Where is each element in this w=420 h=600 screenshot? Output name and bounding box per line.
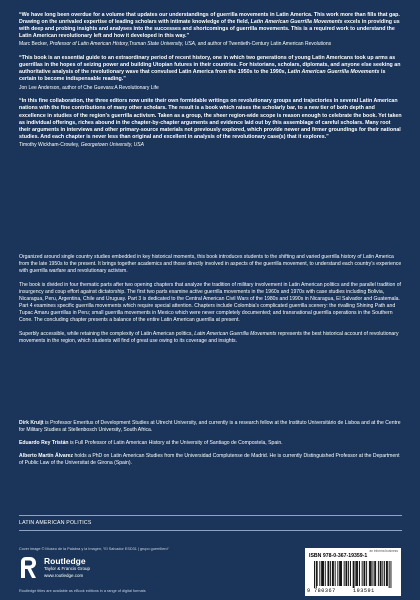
barcode-bar	[384, 561, 385, 586]
barcode-bar	[364, 561, 365, 586]
barcode-bar	[325, 561, 326, 586]
cover-credit: Cover image © Museo de la Palabra y la Imagen, “El Salvador ESD31 | grupo guerrillero”	[19, 547, 169, 551]
routledge-logo-icon	[19, 556, 39, 580]
endorsement-attribution: Timothy Wickham-Crowley, Georgetown University, USA	[19, 141, 144, 148]
barcode-bar	[355, 561, 356, 586]
barcode-bar	[316, 561, 317, 588]
barcode-bar	[374, 561, 375, 586]
barcode-bar	[375, 561, 376, 586]
barcode-bar	[333, 561, 334, 586]
book-description	[19, 254, 402, 351]
barcode-bar	[322, 561, 323, 586]
endorsement-text: “We have long been overdue for a volume that updates our understandings of guerrilla movements in Latin America. This work more than fills that gap. Drawing on the unrivaled expertise of leading scholars with intimate knowledge of the field, Latin American Guerrilla Movements excels in providing us with deep and probing insights and analyses into the successes and shortcomings of guerrilla movements. This is a required work to understand the Latin American revolutionary left and how it developed in this way.”	[19, 12, 400, 40]
barcode-digits	[307, 588, 375, 594]
barcode-bar	[366, 561, 367, 586]
barcode-icon	[309, 561, 397, 588]
barcode-bar	[378, 561, 379, 586]
description-paragraph: Superbly accessible, while retaining the complexity of Latin American politics, Latin American Guerrilla Movements represents the best historical account of revolutionary movements in the region, which students will find of great use owing to its coverage and insights.	[19, 330, 399, 344]
editor-name: Eduardo Rey Tristán	[19, 439, 69, 446]
barcode-bar	[328, 561, 329, 586]
endorsements	[19, 12, 402, 156]
endorsement	[19, 98, 402, 148]
editor-bio: Dirk Kruijt is Professor Emeritus of Development Studies at Utrecht University, and currently is a research fellow at the Instituto Universitário de Lisboa and at the Centre for Military Studies at Stellenbosch University, South Africa.	[19, 420, 401, 433]
barcode-bar	[371, 561, 372, 586]
series-label: LATIN AMERICAN POLITICS	[19, 520, 92, 526]
barcode-bar	[332, 561, 333, 586]
barcode-bar	[319, 561, 320, 586]
barcode-digit-lead: 9	[307, 588, 311, 594]
publisher-text	[44, 556, 90, 579]
barcode-bar	[330, 561, 331, 586]
barcode-box	[305, 548, 401, 596]
endorsement-text: “In this fine collaboration, the three editors now unite their own formidable writings on revolutionary groups and trajectories in several Latin American nations with the fine contributions of many other scholars. The result is a book which raises the scholarly bar, to a new tier of both depth and excellence in studies of the region’s guerrilla activism. Taken as a group, the sheer region-wide scope is reason enough to celebrate the book. Yet taken as individual offerings, riches abound in the chapter-by-chapter arguments and evidence laid out by this assemblage of careful scholars. Many root their arguments in interviews and other primary-source materials not previously explored, which provide newer and firmer groundings for their national studies. And each chapter is never less than original and excellent in analysis of the revolutionary case(s) that it explores.”	[19, 98, 402, 140]
barcode-bar	[337, 561, 338, 586]
barcode-digits-right: 193591	[353, 588, 375, 594]
isbn-label: ISBN 978-0-367-19359-1	[309, 553, 368, 559]
barcode-bar	[317, 561, 318, 586]
barcode-bar	[382, 561, 383, 586]
barcode-bar	[314, 561, 315, 588]
barcode-bar	[364, 561, 365, 586]
barcode-bar	[362, 561, 363, 586]
editor-name: Alberto Martín Álvarez	[19, 452, 74, 459]
publisher-block	[19, 556, 90, 580]
ebook-footnote: Routledge titles are available as eBook editions in a range of digital formats	[19, 589, 146, 593]
editor-bios	[19, 420, 402, 473]
description-paragraph: Organized around single country studies embedded in key historical moments, this book introduces students to the shifting and varied guerrilla history of Latin America from the late 1950s to the present. It brings together academics and those directly involved in aspects of the guerrilla movement, to understand each country’s experience with guerrilla warfare and revolutionary activism.	[19, 254, 402, 274]
divider	[19, 515, 402, 516]
barcode-bar	[381, 561, 382, 586]
barcode-bar	[354, 561, 355, 588]
barcode-bar	[335, 561, 336, 586]
barcode-bar	[339, 561, 340, 586]
barcode-bar	[369, 561, 370, 586]
barcode-bar	[341, 561, 342, 586]
editor-bio: Eduardo Rey Tristán is Full Professor of Latin American History at the University of Santiago de Compostela, Spain.	[19, 439, 283, 446]
barcode-bar	[346, 561, 347, 586]
divider	[19, 530, 402, 531]
barcode-bar	[389, 561, 390, 588]
barcode-bar	[348, 561, 349, 586]
barcode-bar	[370, 561, 371, 586]
barcode-bar	[344, 561, 345, 586]
barcode-bar	[391, 561, 392, 588]
publisher-group: Taylor & Francis Group	[44, 566, 91, 571]
endorsement	[19, 55, 402, 91]
barcode-bar	[373, 561, 374, 586]
barcode-bar	[386, 561, 387, 586]
barcode-bar	[359, 561, 360, 586]
barcode-bar	[321, 561, 322, 586]
barcode-bar	[328, 561, 329, 586]
editor-name: Dirk Kruijt	[19, 420, 44, 426]
publisher-name: Routledge	[44, 556, 86, 566]
endorsement-attribution: Jon Lee Anderson, author of Che Guevara:A Revolutionary Life	[19, 84, 159, 91]
editor-bio: Alberto Martín Álvarez holds a PhD on Latin American Studies from the Universidad Complutense de Madrid. He is currently Distinguished Professor at the Department of Public Law of the Universitat de Girona (Spain).	[19, 452, 400, 466]
description-paragraph: The book is divided in four thematic parts after two opening chapters that analyze the tradition of military involvement in Latin American politics and the parallel tradition of insurgency and coup effort against dictatorship. The first two parts examine active guerrilla movements in the 1960s and 1970s with case studies including Bolivia, Nicaragua, Peru, Argentina, Chile and Uruguay. Part 3 is dedicated to the Central American Civil Wars of the 1980s and 1990s in Nicaragua, El Salvador and Guatemala. Part 4 examines specific guerrilla movements which require special attention. Chapters include Colombia’s complicated guerrilla scenery: the rivalling Shining Path and Tupac Amaru guerrillas in Peru; small guerrilla movements in Mexico which were never completely documented; and transnational guerrilla operations in the Southern Cone. The concluding chapter presents a balance of the entire Latin American guerrilla at present.	[19, 281, 401, 323]
barcode-digits-left: 780367	[314, 588, 336, 594]
endorsement	[19, 12, 402, 48]
barcode-bar	[357, 561, 358, 586]
barcode-bar	[340, 561, 341, 586]
informa-tag: an informa business	[369, 549, 398, 553]
barcode-bar	[350, 561, 351, 586]
barcode-bar	[356, 561, 357, 586]
barcode-bar	[380, 561, 381, 586]
barcode-bar	[353, 561, 354, 588]
endorsement-attribution: Marc Becker, Professor of Latin American History,Truman State University, USA, and author of Twentieth-Century Latin American Revolutions	[19, 41, 332, 48]
barcode-bar	[323, 561, 324, 586]
barcode-bar	[387, 561, 388, 586]
barcode-bar	[346, 561, 347, 586]
publisher-url[interactable]: www.routledge.com	[44, 573, 84, 578]
endorsement-text: “This book is an essential guide to an extraordinary period of recent history, one in which two generations of young Latin Americans took up arms as guerrillas in the hopes of seizing power and building Utopian futures in their countries. For historians, scholars, diplomats, and anyone else seeking an authoritative analysis of the revolutionary wave that convulsed Latin America from the 1950s to the 1990s, Latin American Guerrilla Movements is certain to become indispensable reading.”	[19, 55, 401, 83]
